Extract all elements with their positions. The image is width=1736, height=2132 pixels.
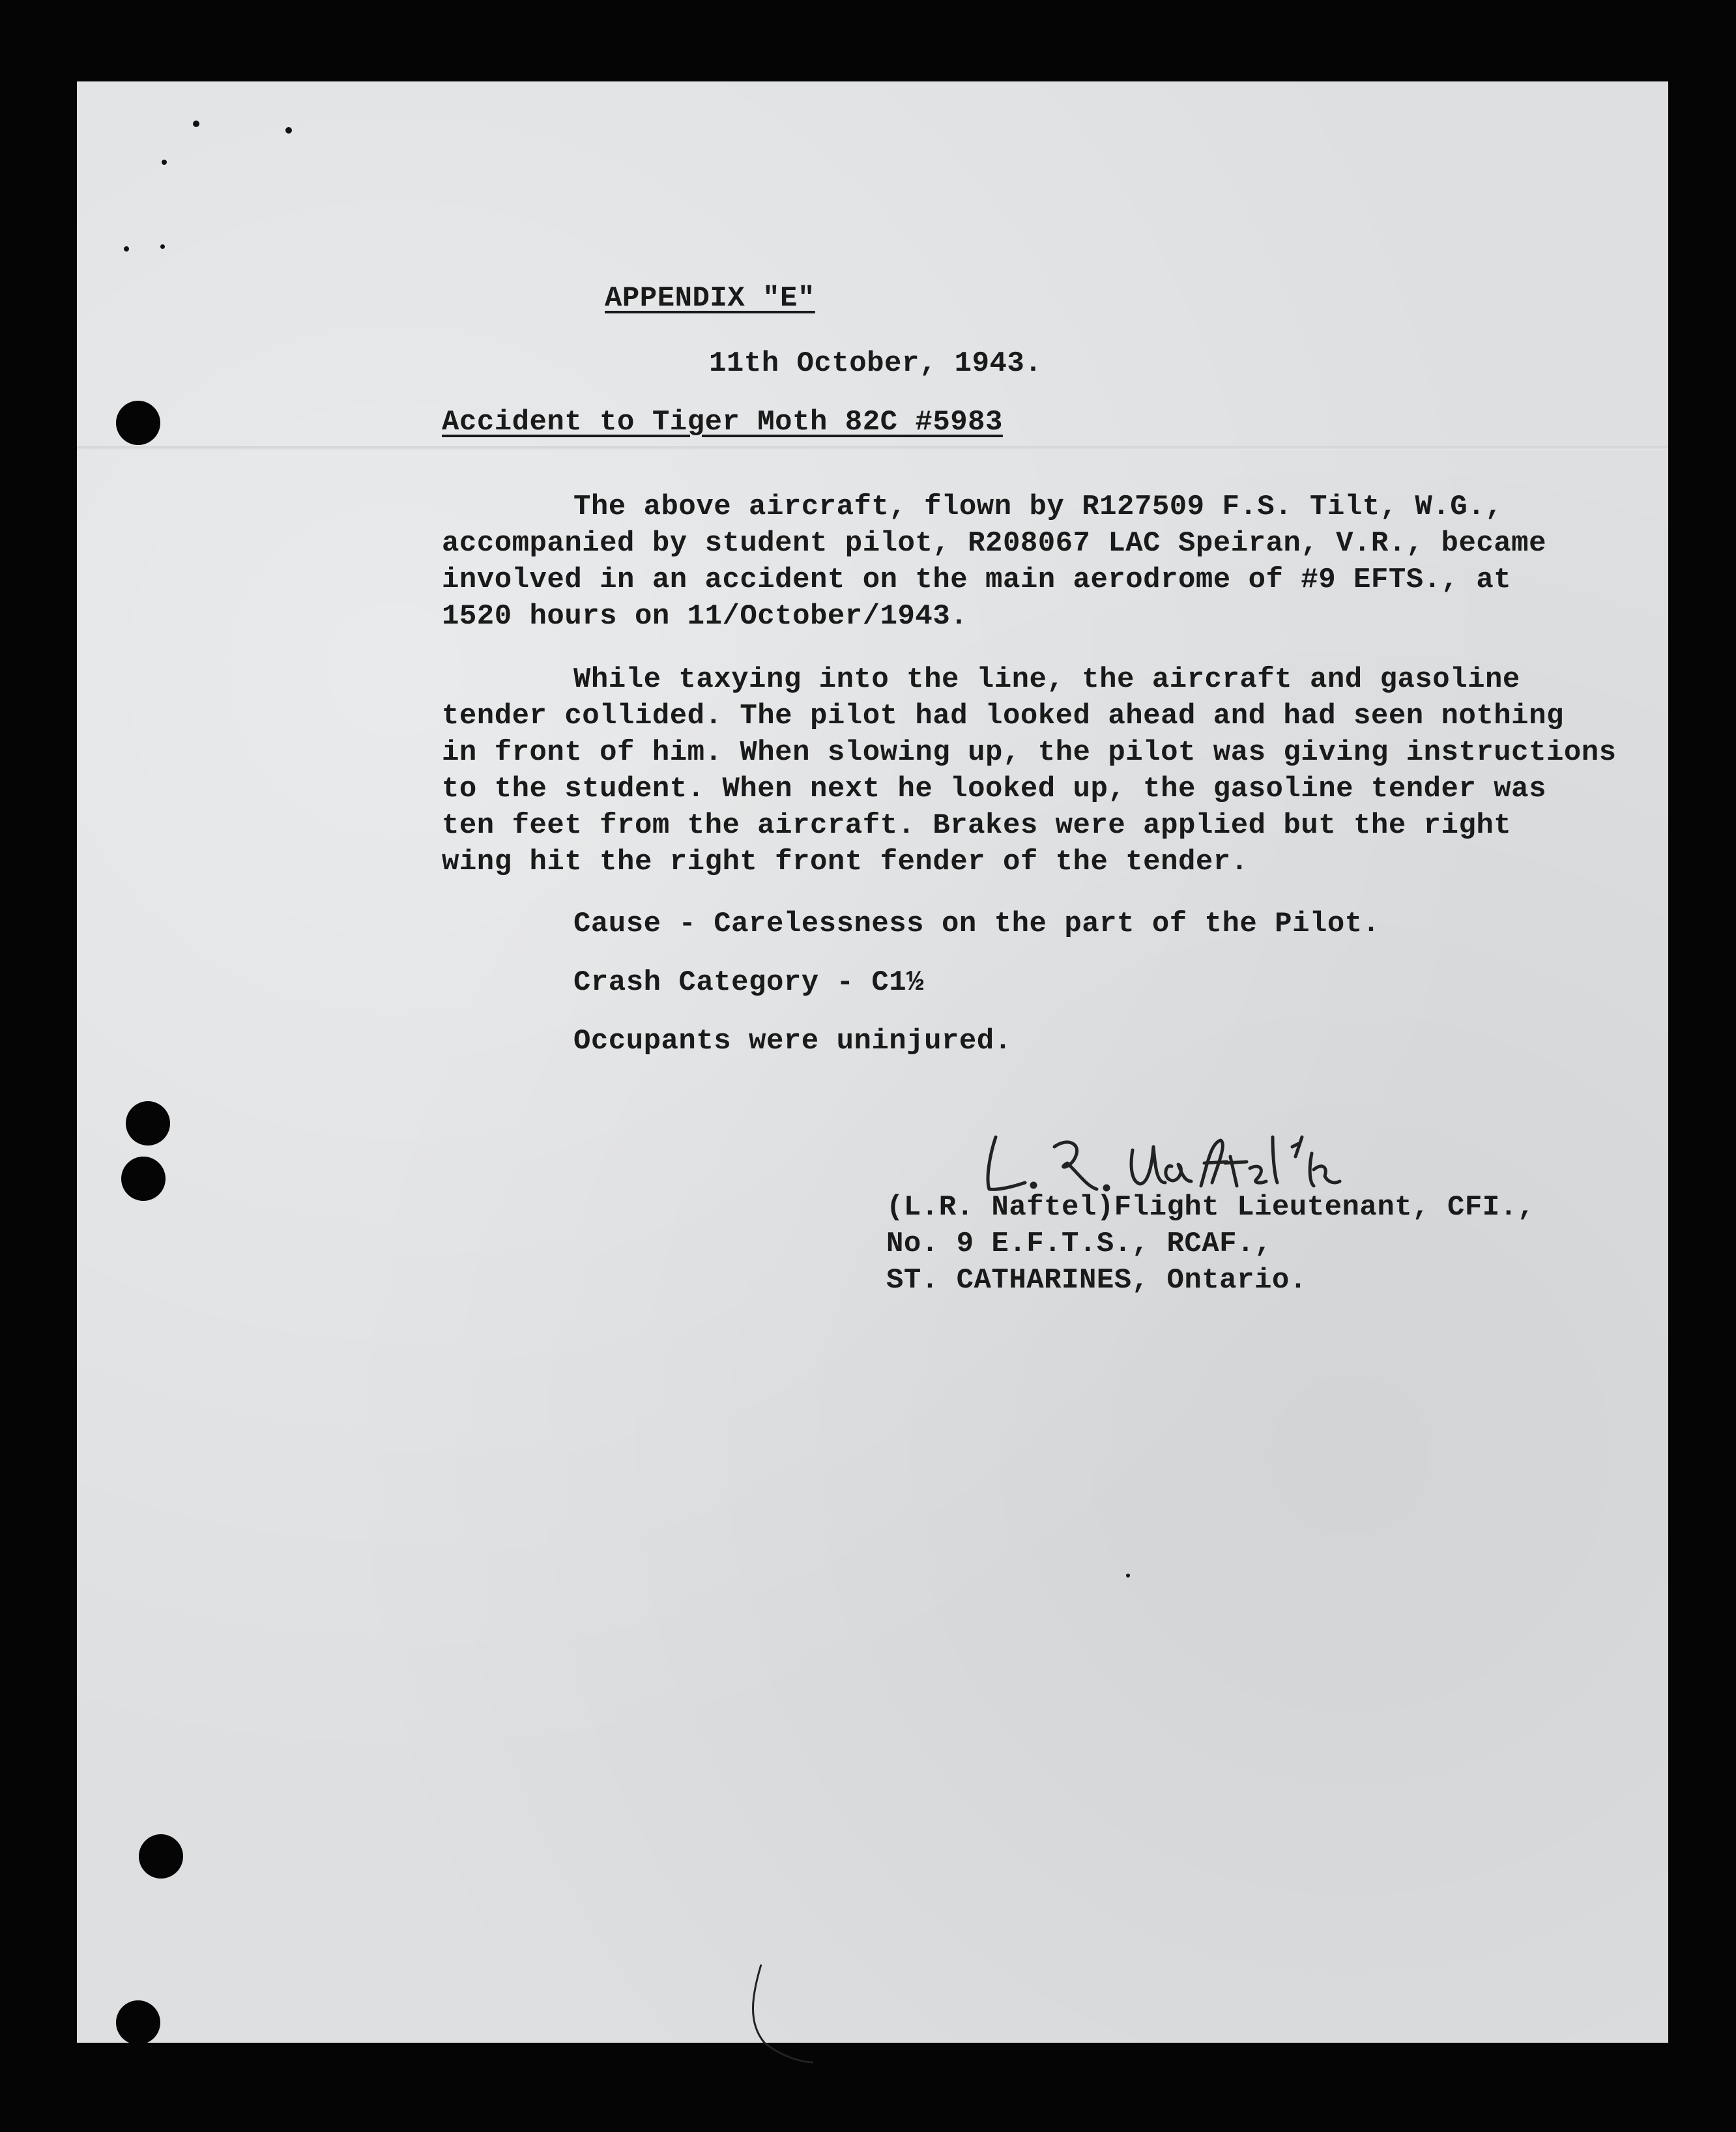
paragraph-2-line-3: in front of him. When slowing up, the pilot was giving instructions [442, 736, 1617, 769]
paragraph-2-line-1: While taxying into the line, the aircraft and gasoline [573, 663, 1520, 696]
accident-subject: Accident to Tiger Moth 82C #5983 [442, 406, 1003, 439]
paragraph-2-line-4: to the student. When next he looked up, the gasoline tender was [442, 773, 1546, 805]
paragraph-2-line-6: wing hit the right front fender of the tender. [442, 846, 1249, 878]
appendix-heading: APPENDIX "E" [605, 282, 815, 315]
punch-hole-4 [116, 2000, 160, 2045]
speck [193, 121, 199, 127]
punch-hole-2 [126, 1101, 170, 1145]
paragraph-1-line-2: accompanied by student pilot, R208067 LAC Speiran, V.R., became [442, 527, 1546, 560]
signature-block-line-3: ST. CATHARINES, Ontario. [886, 1264, 1307, 1297]
paragraph-1-line-4: 1520 hours on 11/October/1943. [442, 600, 968, 633]
signature-block-line-1: (L.R. Naftel)Flight Lieutenant, CFI., [886, 1191, 1535, 1224]
punch-hole-3 [121, 1157, 166, 1201]
punch-hole-1 [116, 401, 160, 445]
speck [1126, 1574, 1130, 1577]
crash-category-line: Crash Category - C1½ [573, 966, 925, 999]
speck [285, 127, 292, 134]
paragraph-2-line-2: tender collided. The pilot had looked ahead and had seen nothing [442, 700, 1564, 732]
occupants-line: Occupants were uninjured. [573, 1025, 1012, 1058]
paragraph-1-line-3: involved in an accident on the main aerodrome of #9 EFTS., at [442, 564, 1512, 596]
page-fold-line [77, 446, 1668, 450]
punch-hole-5 [139, 1834, 183, 1879]
speck [124, 246, 129, 252]
speck [162, 160, 167, 165]
cause-line: Cause - Carelessness on the part of the Pilot. [573, 908, 1380, 940]
stray-mark [676, 1958, 846, 2075]
signature-block-line-2: No. 9 E.F.T.S., RCAF., [886, 1228, 1272, 1260]
document-page [77, 81, 1668, 2043]
speck [160, 244, 165, 249]
paragraph-1-line-1: The above aircraft, flown by R127509 F.S. Tilt, W.G., [573, 491, 1503, 523]
document-date: 11th October, 1943. [709, 347, 1043, 380]
paragraph-2-line-5: ten feet from the aircraft. Brakes were applied but the right [442, 809, 1512, 842]
